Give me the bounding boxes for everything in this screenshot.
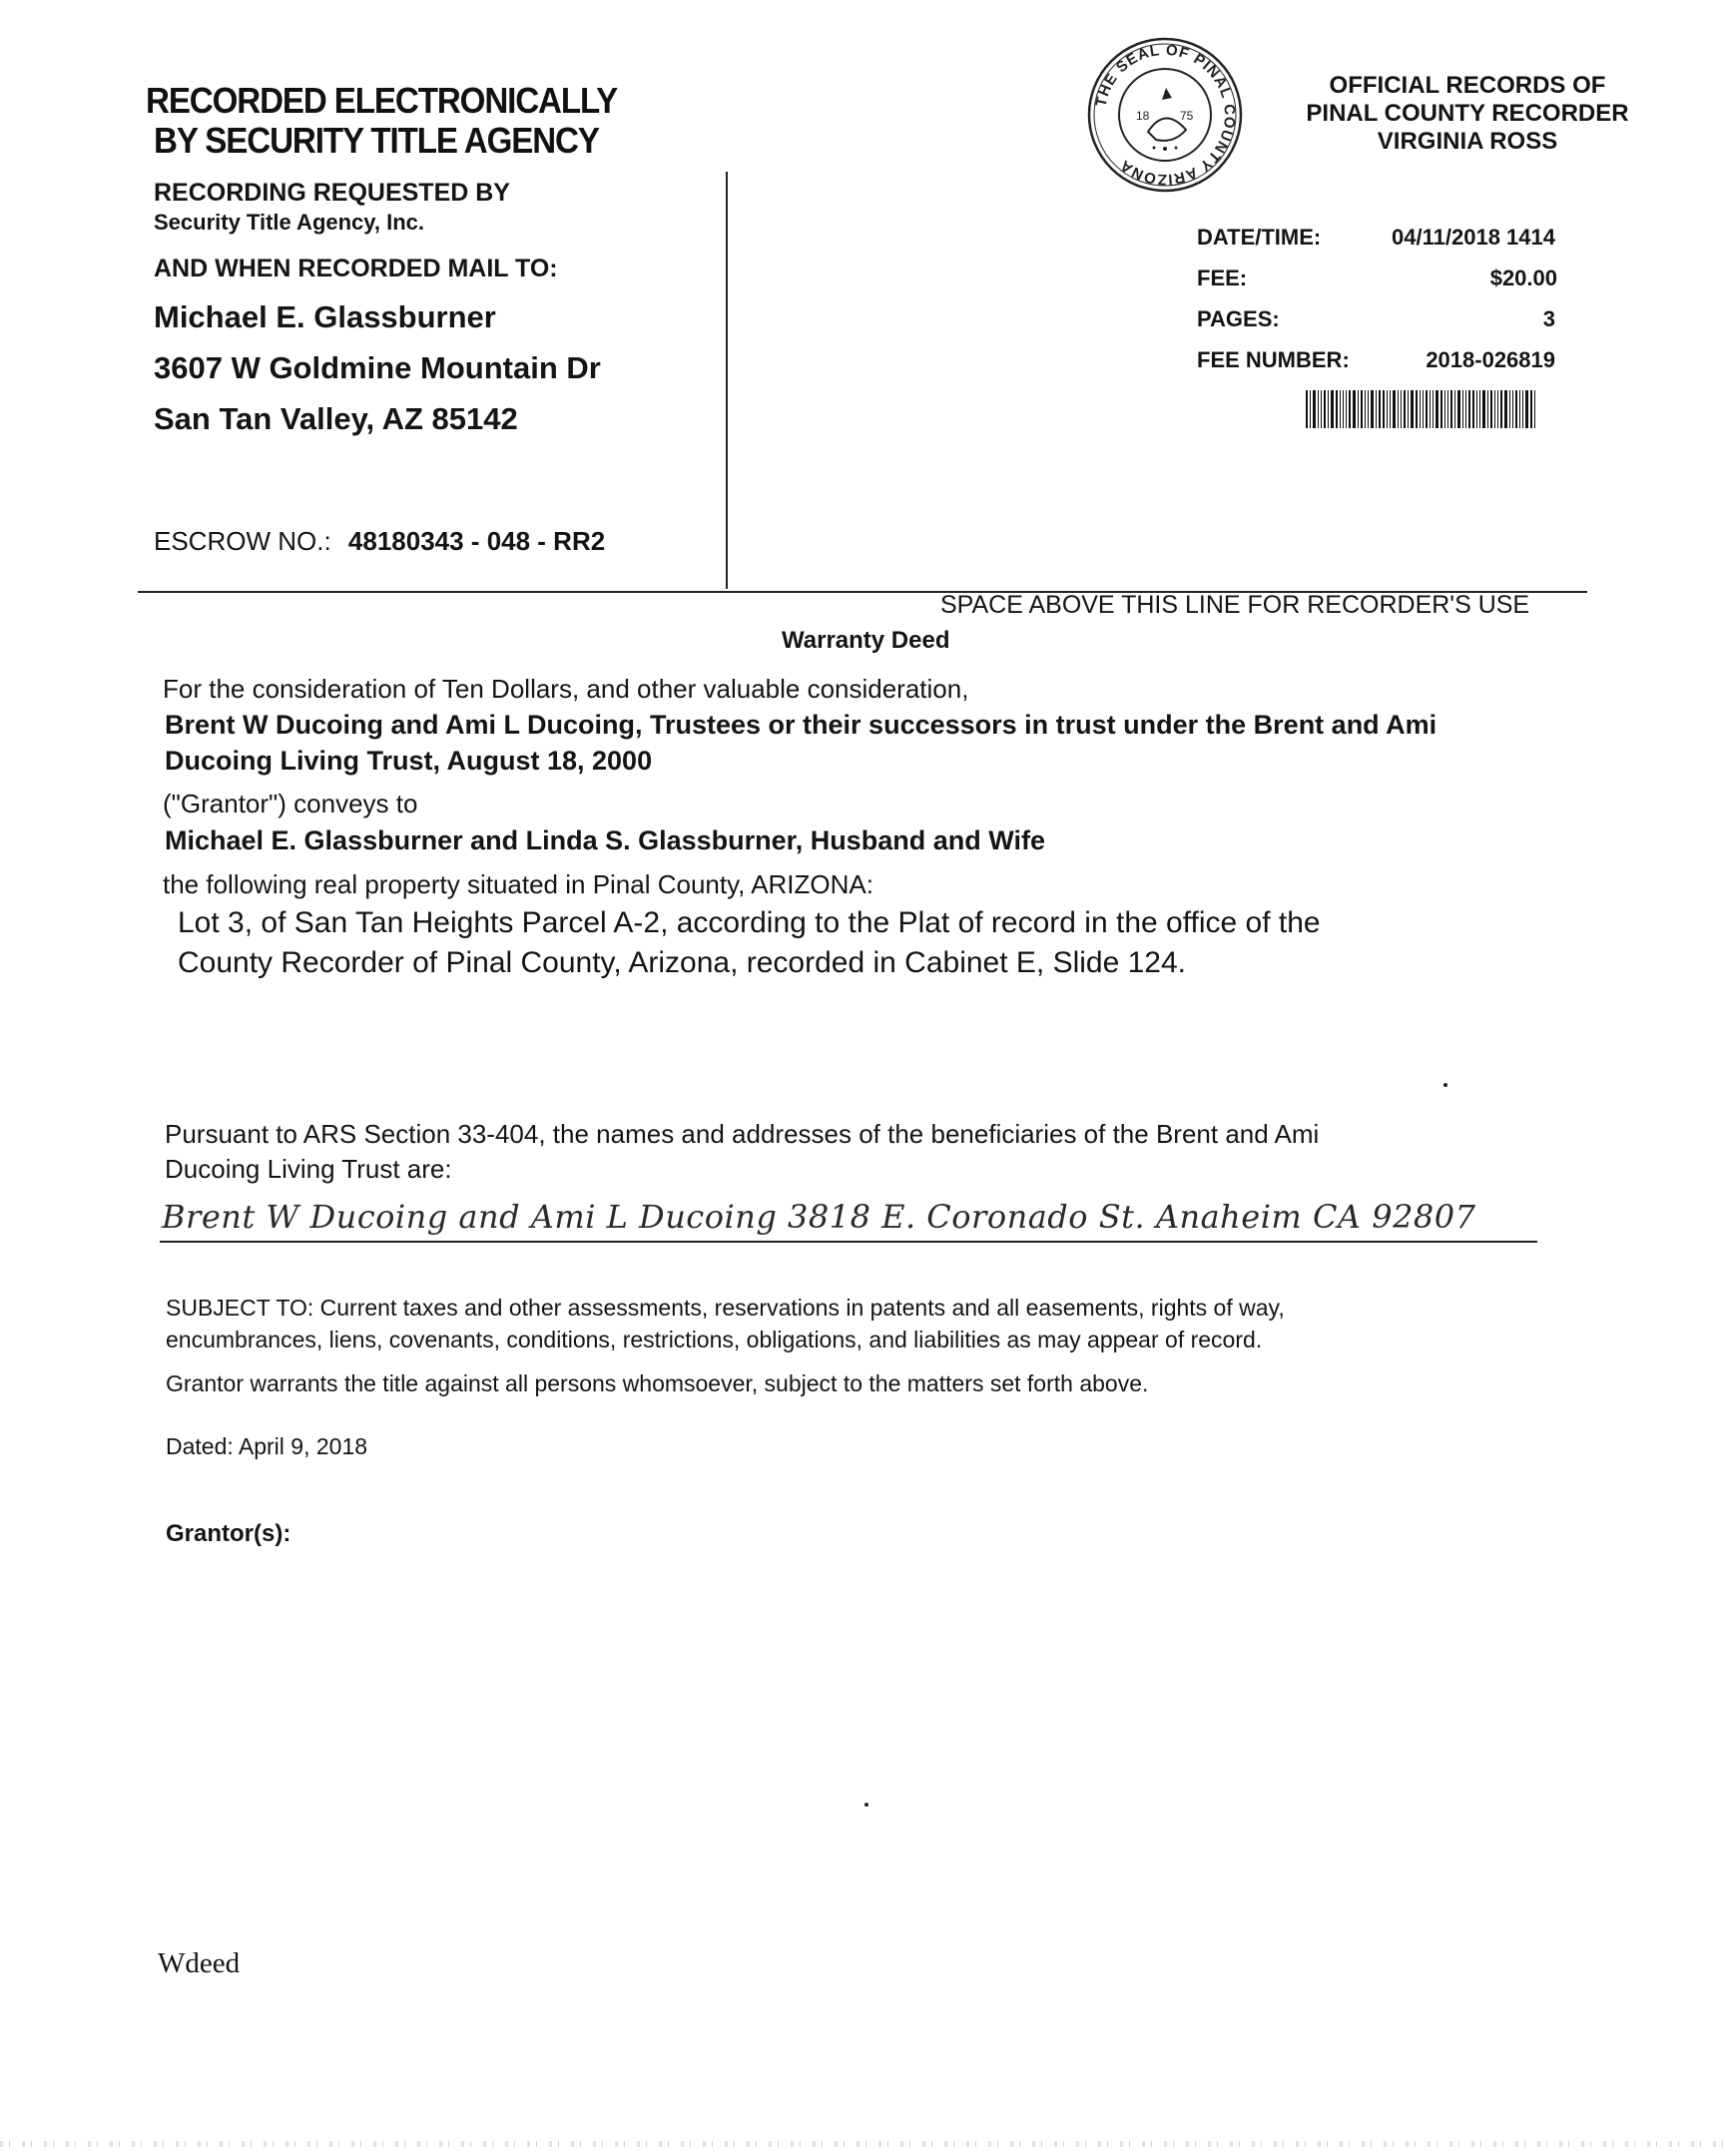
barcode-bar — [1454, 390, 1455, 428]
barcode-bar — [1482, 390, 1485, 428]
mail-to-name: Michael E. Glassburner — [154, 299, 496, 334]
escrow-number-line — [154, 526, 605, 557]
header-divider-vertical — [726, 172, 728, 589]
property-intro: the following real property situated in Pinal County, ARIZONA: — [163, 869, 873, 899]
barcode-bar — [1534, 390, 1535, 428]
electronic-recording-stamp-line2: BY SECURITY TITLE AGENCY — [154, 120, 599, 161]
barcode-bar — [1476, 390, 1477, 428]
barcode-bar — [1519, 390, 1520, 428]
barcode-bar — [1358, 390, 1359, 428]
barcode-bar — [1310, 390, 1311, 428]
barcode-bar — [1324, 390, 1326, 428]
barcode-bar — [1440, 390, 1442, 428]
barcode-bar — [1423, 390, 1424, 428]
mail-to-city: San Tan Valley, AZ 85142 — [154, 401, 518, 436]
barcode-bar — [1393, 390, 1396, 428]
barcode-bar — [1371, 390, 1374, 428]
legal-description-line1: Lot 3, of San Tan Heights Parcel A-2, according to the Plat of record in the office of the — [178, 906, 1321, 939]
barcode-bar — [1468, 390, 1470, 428]
barcode-bar — [1398, 390, 1399, 428]
grantors-label: Grantor(s): — [166, 1520, 291, 1547]
mail-to-street: 3607 W Goldmine Mountain Dr — [154, 350, 601, 385]
barcode-bar — [1487, 390, 1488, 428]
grantee-names: Michael E. Glassburner and Linda S. Glassburner, Husband and Wife — [165, 825, 1045, 855]
barcode-bar — [1331, 390, 1334, 428]
electronic-recording-stamp-line1: RECORDED ELECTRONICALLY — [146, 80, 618, 121]
barcode-bar — [1462, 390, 1463, 428]
subject-to-line2: encumbrances, liens, covenants, conditions, restrictions, obligations, and liabilities as may appear of record. — [166, 1327, 1263, 1352]
barcode-bar — [1512, 390, 1513, 428]
barcode-bar — [1504, 390, 1507, 428]
barcode-bar — [1336, 390, 1338, 428]
barcode-bar — [1353, 390, 1356, 428]
barcode-bar — [1318, 390, 1319, 428]
barcode-bar — [1306, 390, 1308, 428]
recording-requested-label: RECORDING REQUESTED BY — [154, 179, 510, 207]
barcode-bar — [1500, 390, 1502, 428]
barcode-bar — [1525, 390, 1528, 428]
dated-line: Dated: April 9, 2018 — [166, 1433, 368, 1459]
barcode-bar — [1368, 390, 1369, 428]
barcode-bar — [1472, 390, 1474, 428]
seal-year-right: 75 — [1180, 109, 1194, 123]
subject-to-line1: SUBJECT TO: Current taxes and other assessments, reservations in patents and all easements, rights of way, — [166, 1295, 1285, 1321]
grantor-line1: Brent W Ducoing and Ami L Ducoing, Trustees or their successors in trust under the Brent and Ami — [165, 710, 1438, 740]
barcode-bar — [1522, 390, 1523, 428]
handwritten-beneficiaries: Brent W Ducoing and Ami L Ducoing 3818 E. Coronado St. Anaheim CA 92807 — [162, 1198, 1476, 1236]
barcode-bar — [1343, 390, 1344, 428]
barcode-bar — [1379, 390, 1381, 428]
barcode-bar — [1390, 390, 1391, 428]
barcode-bar — [1530, 390, 1532, 428]
svg-text:THE SEAL OF PINAL COUNTY ARIZO — [1093, 42, 1239, 188]
barcode-bar — [1450, 390, 1452, 428]
recording-barcode — [1306, 390, 1571, 428]
barcode-bar — [1383, 390, 1385, 428]
county-seal — [1086, 36, 1244, 194]
barcode-bar — [1497, 390, 1498, 428]
legal-description-line2: County Recorder of Pinal County, Arizona, recorded in Cabinet E, Slide 124. — [178, 946, 1187, 979]
barcode-bar — [1411, 390, 1414, 428]
barcode-bar — [1349, 390, 1351, 428]
barcode-bar — [1376, 390, 1377, 428]
official-records-line2: PINAL COUNTY RECORDER — [1306, 100, 1629, 127]
official-records-line1: OFFICIAL RECORDS OF — [1329, 72, 1606, 99]
stray-mark — [1443, 1083, 1447, 1087]
barcode-bar — [1416, 390, 1418, 428]
beneficiaries-underline — [160, 1241, 1537, 1243]
barcode-bar — [1444, 390, 1445, 428]
pursuant-line1: Pursuant to ARS Section 33-404, the names and addresses of the beneficiaries of the Brent and Ami — [165, 1119, 1320, 1149]
escrow-number: 48180343 - 048 - RR2 — [347, 526, 606, 556]
barcode-bar — [1494, 390, 1495, 428]
conveys-text: ("Grantor") conveys to — [163, 789, 418, 818]
document-title: Warranty Deed — [782, 627, 950, 654]
fee-label: FEE: — [1197, 266, 1248, 290]
barcode-bar — [1404, 390, 1406, 428]
barcode-bar — [1328, 390, 1329, 428]
barcode-bar — [1490, 390, 1492, 428]
barcode-bar — [1408, 390, 1409, 428]
fee-value: $20.00 — [1489, 266, 1557, 290]
barcode-bar — [1401, 390, 1402, 428]
requested-by-name: Security Title Agency, Inc. — [154, 210, 425, 235]
form-code: Wdeed — [158, 1947, 241, 1979]
pages-value: 3 — [1542, 306, 1555, 331]
pursuant-line2: Ducoing Living Trust are: — [165, 1154, 452, 1184]
seal-ring-text: THE SEAL OF PINAL COUNTY ARIZONA — [1092, 41, 1239, 189]
barcode-bar — [1387, 390, 1388, 428]
recorder-use-label: SPACE ABOVE THIS LINE FOR RECORDER'S USE — [940, 591, 1530, 619]
barcode-bar — [1433, 390, 1434, 428]
barcode-bar — [1420, 390, 1421, 428]
escrow-label: ESCROW NO.: — [154, 526, 331, 556]
barcode-bar — [1515, 390, 1517, 428]
scan-noise-strip — [0, 2141, 1725, 2147]
barcode-bar — [1346, 390, 1347, 428]
barcode-bar — [1436, 390, 1438, 428]
county-seal-icon — [1086, 36, 1244, 194]
fee-number-label: FEE NUMBER: — [1197, 347, 1350, 372]
grantor-line2: Ducoing Living Trust, August 18, 2000 — [165, 746, 653, 776]
datetime-value: 04/11/2018 1414 — [1392, 225, 1555, 250]
barcode-bar — [1361, 390, 1363, 428]
barcode-bar — [1430, 390, 1431, 428]
barcode-bar — [1457, 390, 1460, 428]
barcode-bar — [1465, 390, 1466, 428]
barcode-bar — [1365, 390, 1366, 428]
fee-number-value: 2018-026819 — [1426, 347, 1555, 372]
official-records-block — [1268, 72, 1667, 156]
barcode-bar — [1340, 390, 1341, 428]
barcode-bar — [1321, 390, 1322, 428]
datetime-label: DATE/TIME: — [1197, 225, 1322, 250]
barcode-bar — [1479, 390, 1480, 428]
consideration-text: For the consideration of Ten Dollars, and other valuable consideration, — [163, 674, 969, 704]
pages-label: PAGES: — [1197, 306, 1280, 331]
barcode-bar — [1313, 390, 1316, 428]
barcode-bar — [1509, 390, 1510, 428]
warranty-statement: Grantor warrants the title against all persons whomsoever, subject to the matters set forth above. — [166, 1370, 1149, 1396]
stray-mark-2 — [864, 1803, 868, 1807]
barcode-bar — [1447, 390, 1448, 428]
barcode-bar — [1426, 390, 1428, 428]
official-records-line3: VIRGINIA ROSS — [1377, 128, 1558, 155]
mail-to-label: AND WHEN RECORDED MAIL TO: — [154, 255, 558, 282]
seal-year-left: 18 — [1136, 109, 1150, 123]
